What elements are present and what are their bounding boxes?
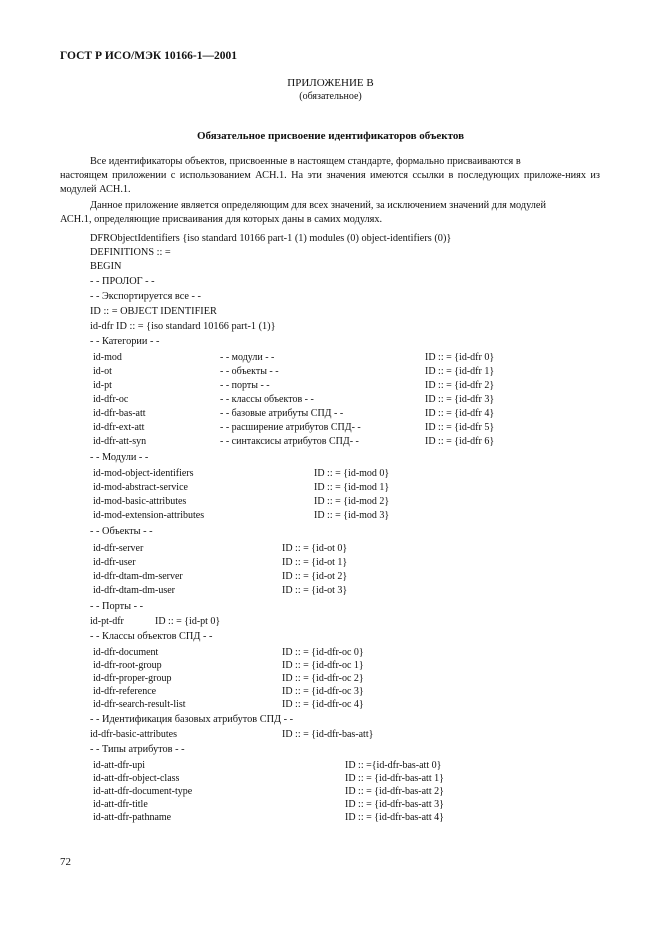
annex-title: ПРИЛОЖЕНИЕ В <box>287 77 374 89</box>
identifier-name: id-dfr-bas-att <box>93 408 146 419</box>
identifier-name: id-att-dfr-pathname <box>93 812 172 823</box>
paragraph-1 <box>60 155 600 197</box>
identifier-value: ID :: = {id-dfr 1} <box>425 366 495 377</box>
identifier-value: ID :: = {id-dfr 0} <box>425 352 495 363</box>
identifier-value: ID :: = {id-ot 3} <box>282 585 348 596</box>
code-line: BEGIN <box>90 261 122 272</box>
identifier-value: ID :: = {id-pt 0} <box>155 616 221 627</box>
identifier-value: ID :: = {id-dfr-bas-att} <box>282 729 374 740</box>
identifier-value: ID :: = {id-dfr 2} <box>425 380 495 391</box>
identifier-name: id-dfr-dtam-dm-user <box>93 585 175 596</box>
table-row <box>0 686 661 699</box>
code-line: DEFINITIONS :: = <box>90 247 171 258</box>
ports-heading: - - Порты - - <box>90 601 144 612</box>
table-row <box>0 380 661 393</box>
identifier-name: id-att-dfr-object-class <box>93 773 180 784</box>
identifier-value: ID :: = {id-dfr-bas-att 1} <box>345 773 444 784</box>
identifier-value: ID :: = {id-mod 1} <box>314 482 390 493</box>
paragraph-1-rest: настоящем приложении с использованием АСН.1. На эти значения имеются ссылки в последующих приложе-ниях из модулей АСН.1. <box>60 170 600 195</box>
table-row <box>0 436 661 449</box>
modules-heading: - - Модули - - <box>90 452 149 463</box>
objects-heading: - - Объекты - - <box>90 526 153 537</box>
identifier-name: id-mod-basic-attributes <box>93 496 187 507</box>
identifier-name: id-dfr-oc <box>93 394 129 405</box>
identifier-name: id-dfr-search-result-list <box>93 699 186 710</box>
ports-row <box>0 616 661 629</box>
code-comment: - - Экспортируется все - - <box>90 291 201 302</box>
identifier-name: id-att-dfr-upi <box>93 760 146 771</box>
table-row <box>0 422 661 435</box>
identifier-value: ID :: = {id-mod 3} <box>314 510 390 521</box>
identifier-value: ID :: = {id-mod 0} <box>314 468 390 479</box>
identifier-name: id-dfr-user <box>93 557 136 568</box>
identifier-name: id-att-dfr-title <box>93 799 148 810</box>
identifier-name: id-dfr-att-syn <box>93 436 147 447</box>
table-row <box>0 799 661 812</box>
code-line: id-dfr ID :: = {iso standard 10166 part-1 (1)} <box>90 321 276 332</box>
identifier-comment: - - базовые атрибуты СПД - - <box>220 408 344 419</box>
identifier-comment: - - объекты - - <box>220 366 279 377</box>
identifier-name: id-mod-abstract-service <box>93 482 188 493</box>
identifier-value: ID :: = {id-dfr-oc 4} <box>282 699 364 710</box>
identifier-comment: - - модули - - <box>220 352 275 363</box>
table-row <box>0 543 661 556</box>
basic-attributes-row <box>0 729 661 742</box>
code-comment: - - ПРОЛОГ - - <box>90 276 155 287</box>
table-row <box>0 468 661 481</box>
section-title: Обязательное присвоение идентификаторов объектов <box>196 130 465 142</box>
identifier-value: ID :: = {id-dfr 4} <box>425 408 495 419</box>
table-row <box>0 571 661 584</box>
identifier-value: ID :: = {id-dfr-bas-att 3} <box>345 799 444 810</box>
identifier-value: ID :: = {id-dfr 5} <box>425 422 495 433</box>
annex-subtitle: (обязательное) <box>299 91 362 102</box>
table-row <box>0 482 661 495</box>
identifier-name: id-dfr-ext-att <box>93 422 145 433</box>
attribute-types-heading: - - Типы атрибутов - - <box>90 744 185 755</box>
identifier-comment: - - синтаксисы атрибутов СПД- - <box>220 436 359 447</box>
identifier-name: id-dfr-reference <box>93 686 157 697</box>
identifier-name: id-pt-dfr <box>90 616 124 627</box>
identifier-value: ID :: = {id-dfr 3} <box>425 394 495 405</box>
identifier-value: ID :: = {id-dfr-oc 2} <box>282 673 364 684</box>
identifier-value: ID :: = {id-dfr-oc 3} <box>282 686 364 697</box>
paragraph-1-first-line: Все идентификаторы объектов, присвоенные в настоящем стандарте, формально присваиваются в <box>90 156 521 167</box>
identifier-name: id-att-dfr-document-type <box>93 786 193 797</box>
identifier-name: id-mod <box>93 352 122 363</box>
identifier-name: id-pt <box>93 380 112 391</box>
table-row <box>0 760 661 773</box>
table-row <box>0 408 661 421</box>
table-row <box>0 773 661 786</box>
identifier-comment: - - классы объектов - - <box>220 394 314 405</box>
identifier-value: ID :: = {id-ot 1} <box>282 557 348 568</box>
identifier-name: id-mod-extension-attributes <box>93 510 205 521</box>
identifier-value: ID :: = {id-ot 0} <box>282 543 348 554</box>
table-row <box>0 366 661 379</box>
table-row <box>0 510 661 523</box>
identifier-value: ID :: = {id-dfr-oc 0} <box>282 647 364 658</box>
table-row <box>0 786 661 799</box>
table-row <box>0 673 661 686</box>
paragraph-2-first-line: Данное приложение является определяющим для всех значений, за исключением значений для модулей <box>90 200 546 211</box>
identifier-value: ID :: = {id-mod 2} <box>314 496 390 507</box>
code-line: DFRObjectIdentifiers {iso standard 10166 part-1 (1) modules (0) object-identifiers (0)} <box>90 233 452 244</box>
document-header: ГОСТ Р ИСО/МЭК 10166-1—2001 <box>60 50 237 62</box>
identifier-comment: - - расширение атрибутов СПД- - <box>220 422 361 433</box>
identifier-value: ID :: = {id-ot 2} <box>282 571 348 582</box>
code-line: ID :: = OBJECT IDENTIFIER <box>90 306 217 317</box>
basic-attributes-heading: - - Идентификация базовых атрибутов СПД - - <box>90 714 294 725</box>
table-row <box>0 394 661 407</box>
identifier-value: ID :: = {id-dfr-bas-att 4} <box>345 812 444 823</box>
identifier-value: ID :: = {id-dfr-oc 1} <box>282 660 364 671</box>
table-row <box>0 812 661 825</box>
table-row <box>0 496 661 509</box>
table-row <box>0 699 661 712</box>
identifier-name: id-dfr-server <box>93 543 144 554</box>
code-comment: - - Категории - - <box>90 336 160 347</box>
identifier-value: ID :: = {id-dfr 6} <box>425 436 495 447</box>
table-row <box>0 585 661 598</box>
identifier-name: id-dfr-dtam-dm-server <box>93 571 183 582</box>
identifier-name: id-dfr-root-group <box>93 660 162 671</box>
table-row <box>0 660 661 673</box>
page-number: 72 <box>60 856 71 868</box>
identifier-name: id-dfr-basic-attributes <box>90 729 177 740</box>
identifier-comment: - - порты - - <box>220 380 270 391</box>
table-row <box>0 352 661 365</box>
identifier-name: id-mod-object-identifiers <box>93 468 194 479</box>
identifier-name: id-dfr-proper-group <box>93 673 172 684</box>
paragraph-2 <box>60 199 600 227</box>
identifier-name: id-dfr-document <box>93 647 159 658</box>
table-row <box>0 647 661 660</box>
table-row <box>0 557 661 570</box>
paragraph-2-rest: АСН.1, определяющие присваивания для которых даны в самих модулях. <box>60 214 383 225</box>
identifier-value: ID :: = {id-dfr-bas-att 2} <box>345 786 444 797</box>
identifier-name: id-ot <box>93 366 112 377</box>
identifier-value: ID :: ={id-dfr-bas-att 0} <box>345 760 442 771</box>
classes-heading: - - Классы объектов СПД - - <box>90 631 213 642</box>
